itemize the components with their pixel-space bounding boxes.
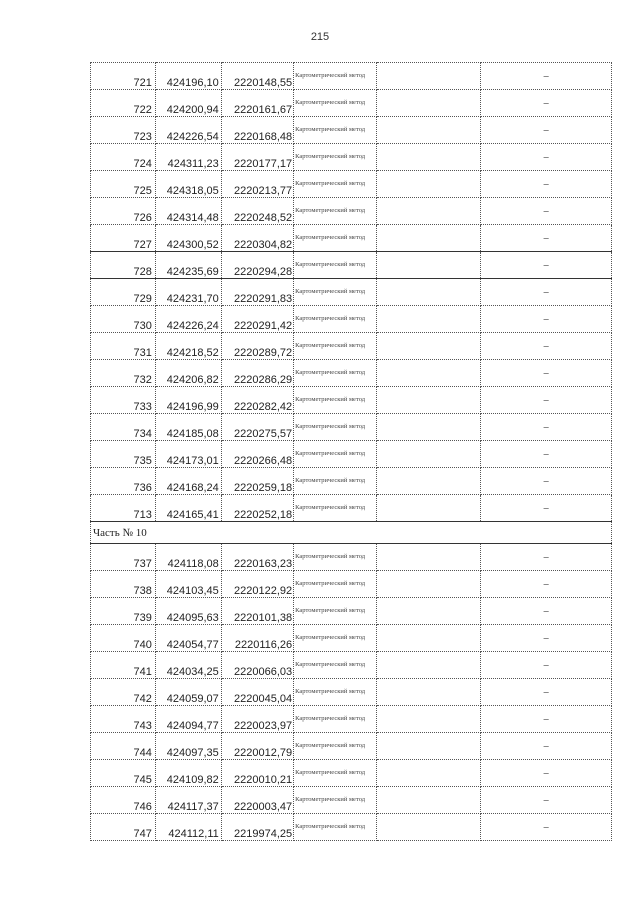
table-row: [91, 360, 612, 387]
coordinate-x-cell: 424118,08: [155, 544, 221, 571]
point-number-cell: 744: [91, 733, 156, 760]
method-cell: Картометрический метод: [294, 706, 377, 733]
method-cell: Картометрический метод: [294, 198, 377, 225]
coordinate-y-cell: 2220259,18: [221, 468, 293, 495]
coordinate-x-cell: 424235,69: [155, 252, 221, 279]
point-number-cell: 725: [91, 171, 156, 198]
empty-cell: [377, 625, 481, 652]
coordinate-x-cell: 424034,25: [155, 652, 221, 679]
dash-cell: –: [481, 814, 612, 841]
coordinate-y-cell: 2219974,25: [221, 814, 293, 841]
point-number-cell: 726: [91, 198, 156, 225]
empty-cell: [377, 306, 481, 333]
coordinate-x-cell: 424200,94: [155, 90, 221, 117]
dash-cell: –: [481, 652, 612, 679]
section-title: Часть № 10: [91, 522, 612, 544]
empty-cell: [377, 252, 481, 279]
dash-cell: –: [481, 468, 612, 495]
method-cell: Картометрический метод: [294, 544, 377, 571]
table-row: [91, 63, 612, 90]
method-cell: Картометрический метод: [294, 117, 377, 144]
method-cell: Картометрический метод: [294, 414, 377, 441]
empty-cell: [377, 441, 481, 468]
coordinate-y-cell: 2220252,18: [221, 495, 293, 522]
method-cell: Картометрический метод: [294, 625, 377, 652]
empty-cell: [377, 63, 481, 90]
method-cell: Картометрический метод: [294, 171, 377, 198]
empty-cell: [377, 814, 481, 841]
method-cell: Картометрический метод: [294, 333, 377, 360]
coordinate-y-cell: 2220294,28: [221, 252, 293, 279]
point-number-cell: 734: [91, 414, 156, 441]
coordinate-x-cell: 424097,35: [155, 733, 221, 760]
empty-cell: [377, 225, 481, 252]
coordinate-y-cell: 2220304,82: [221, 225, 293, 252]
empty-cell: [377, 760, 481, 787]
table-row: [91, 333, 612, 360]
method-cell: Картометрический метод: [294, 495, 377, 522]
point-number-cell: 745: [91, 760, 156, 787]
point-number-cell: 738: [91, 571, 156, 598]
dash-cell: –: [481, 598, 612, 625]
point-number-cell: 723: [91, 117, 156, 144]
empty-cell: [377, 387, 481, 414]
dash-cell: –: [481, 63, 612, 90]
coordinate-x-cell: 424103,45: [155, 571, 221, 598]
point-number-cell: 747: [91, 814, 156, 841]
table-row: [91, 733, 612, 760]
coordinate-y-cell: 2220168,48: [221, 117, 293, 144]
coordinate-y-cell: 2220286,29: [221, 360, 293, 387]
coordinate-x-cell: 424059,07: [155, 679, 221, 706]
coordinate-x-cell: 424314,48: [155, 198, 221, 225]
coordinate-x-cell: 424173,01: [155, 441, 221, 468]
coordinate-y-cell: 2220163,23: [221, 544, 293, 571]
point-number-cell: 731: [91, 333, 156, 360]
empty-cell: [377, 333, 481, 360]
empty-cell: [377, 468, 481, 495]
point-number-cell: 746: [91, 787, 156, 814]
table-row: [91, 387, 612, 414]
dash-cell: –: [481, 441, 612, 468]
empty-cell: [377, 171, 481, 198]
table-row: [91, 441, 612, 468]
coordinate-x-cell: 424226,24: [155, 306, 221, 333]
empty-cell: [377, 733, 481, 760]
coordinate-y-cell: 2220291,42: [221, 306, 293, 333]
method-cell: Картометрический метод: [294, 787, 377, 814]
point-number-cell: 740: [91, 625, 156, 652]
dash-cell: –: [481, 333, 612, 360]
empty-cell: [377, 198, 481, 225]
coordinate-y-cell: 2220122,92: [221, 571, 293, 598]
point-number-cell: 736: [91, 468, 156, 495]
point-number-cell: 732: [91, 360, 156, 387]
dash-cell: –: [481, 117, 612, 144]
empty-cell: [377, 544, 481, 571]
empty-cell: [377, 360, 481, 387]
table-row: [91, 306, 612, 333]
empty-cell: [377, 414, 481, 441]
empty-cell: [377, 652, 481, 679]
table-row: [91, 679, 612, 706]
dash-cell: –: [481, 571, 612, 598]
method-cell: Картометрический метод: [294, 571, 377, 598]
dash-cell: –: [481, 306, 612, 333]
method-cell: Картометрический метод: [294, 252, 377, 279]
empty-cell: [377, 279, 481, 306]
coordinate-x-cell: 424300,52: [155, 225, 221, 252]
coordinate-y-cell: 2220248,52: [221, 198, 293, 225]
point-number-cell: 713: [91, 495, 156, 522]
dash-cell: –: [481, 90, 612, 117]
dash-cell: –: [481, 279, 612, 306]
empty-cell: [377, 598, 481, 625]
dash-cell: –: [481, 544, 612, 571]
dash-cell: –: [481, 787, 612, 814]
dash-cell: –: [481, 144, 612, 171]
dash-cell: –: [481, 414, 612, 441]
table-row: [91, 787, 612, 814]
coordinate-x-cell: 424054,77: [155, 625, 221, 652]
method-cell: Картометрический метод: [294, 468, 377, 495]
method-cell: Картометрический метод: [294, 360, 377, 387]
empty-cell: [377, 706, 481, 733]
coordinate-y-cell: 2220266,48: [221, 441, 293, 468]
table-row: [91, 144, 612, 171]
coordinate-x-cell: 424206,82: [155, 360, 221, 387]
empty-cell: [377, 144, 481, 171]
coordinate-y-cell: 2220045,04: [221, 679, 293, 706]
point-number-cell: 739: [91, 598, 156, 625]
point-number-cell: 743: [91, 706, 156, 733]
method-cell: Картометрический метод: [294, 306, 377, 333]
coordinate-y-cell: 2220003,47: [221, 787, 293, 814]
table-row: [91, 598, 612, 625]
method-cell: Картометрический метод: [294, 441, 377, 468]
table-row: [91, 414, 612, 441]
coordinate-x-cell: 424095,63: [155, 598, 221, 625]
coordinate-y-cell: 2220275,57: [221, 414, 293, 441]
coordinate-x-cell: 424196,10: [155, 63, 221, 90]
coordinate-x-cell: 424218,52: [155, 333, 221, 360]
table-row: [91, 468, 612, 495]
table-row: [91, 225, 612, 252]
coordinate-x-cell: 424168,24: [155, 468, 221, 495]
method-cell: Картометрический метод: [294, 225, 377, 252]
point-number-cell: 721: [91, 63, 156, 90]
dash-cell: –: [481, 252, 612, 279]
point-number-cell: 737: [91, 544, 156, 571]
table-row: [91, 544, 612, 571]
table-row: [91, 90, 612, 117]
table-row: [91, 625, 612, 652]
empty-cell: [377, 117, 481, 144]
table-row: [91, 198, 612, 225]
empty-cell: [377, 679, 481, 706]
coordinate-x-cell: 424094,77: [155, 706, 221, 733]
coordinate-y-cell: 2220161,67: [221, 90, 293, 117]
dash-cell: –: [481, 625, 612, 652]
dash-cell: –: [481, 733, 612, 760]
dash-cell: –: [481, 198, 612, 225]
point-number-cell: 728: [91, 252, 156, 279]
coordinate-x-cell: 424112,11: [155, 814, 221, 841]
method-cell: Картометрический метод: [294, 387, 377, 414]
coordinate-x-cell: 424311,23: [155, 144, 221, 171]
method-cell: Картометрический метод: [294, 652, 377, 679]
dash-cell: –: [481, 387, 612, 414]
empty-cell: [377, 787, 481, 814]
empty-cell: [377, 571, 481, 598]
page-number: 215: [310, 31, 330, 43]
coordinate-y-cell: 2220066,03: [221, 652, 293, 679]
method-cell: Картометрический метод: [294, 733, 377, 760]
point-number-cell: 729: [91, 279, 156, 306]
method-cell: Картометрический метод: [294, 279, 377, 306]
point-number-cell: 730: [91, 306, 156, 333]
dash-cell: –: [481, 225, 612, 252]
coordinate-x-cell: 424226,54: [155, 117, 221, 144]
coordinate-y-cell: 2220116,26: [221, 625, 293, 652]
method-cell: Картометрический метод: [294, 598, 377, 625]
point-number-cell: 735: [91, 441, 156, 468]
table-row: [91, 171, 612, 198]
table-row: [91, 571, 612, 598]
coordinate-y-cell: 2220289,72: [221, 333, 293, 360]
coordinate-y-cell: 2220291,83: [221, 279, 293, 306]
coordinate-y-cell: 2220012,79: [221, 733, 293, 760]
dash-cell: –: [481, 679, 612, 706]
table-row: [91, 279, 612, 306]
coordinate-y-cell: 2220213,77: [221, 171, 293, 198]
coordinate-x-cell: 424231,70: [155, 279, 221, 306]
point-number-cell: 724: [91, 144, 156, 171]
dash-cell: –: [481, 760, 612, 787]
empty-cell: [377, 90, 481, 117]
point-number-cell: 727: [91, 225, 156, 252]
dash-cell: –: [481, 360, 612, 387]
table-row: [91, 760, 612, 787]
method-cell: Картометрический метод: [294, 90, 377, 117]
point-number-cell: 733: [91, 387, 156, 414]
coordinates-table-body: [91, 63, 612, 841]
coordinate-x-cell: 424318,05: [155, 171, 221, 198]
coordinate-x-cell: 424109,82: [155, 760, 221, 787]
coordinate-y-cell: 2220177,17: [221, 144, 293, 171]
point-number-cell: 741: [91, 652, 156, 679]
method-cell: Картометрический метод: [294, 679, 377, 706]
dash-cell: –: [481, 171, 612, 198]
table-row: [91, 706, 612, 733]
table-row: [91, 252, 612, 279]
coordinate-y-cell: 2220023,97: [221, 706, 293, 733]
method-cell: Картометрический метод: [294, 144, 377, 171]
point-number-cell: 722: [91, 90, 156, 117]
method-cell: Картометрический метод: [294, 63, 377, 90]
coordinates-table: [90, 62, 612, 841]
table-row: [91, 495, 612, 522]
coordinate-y-cell: 2220148,55: [221, 63, 293, 90]
coordinate-y-cell: 2220101,38: [221, 598, 293, 625]
coordinate-x-cell: 424196,99: [155, 387, 221, 414]
table-row: [91, 117, 612, 144]
dash-cell: –: [481, 706, 612, 733]
coordinate-x-cell: 424165,41: [155, 495, 221, 522]
coordinate-y-cell: 2220282,42: [221, 387, 293, 414]
method-cell: Картометрический метод: [294, 760, 377, 787]
coordinate-x-cell: 424117,37: [155, 787, 221, 814]
method-cell: Картометрический метод: [294, 814, 377, 841]
table-row: [91, 652, 612, 679]
point-number-cell: 742: [91, 679, 156, 706]
table-row: [91, 814, 612, 841]
empty-cell: [377, 495, 481, 522]
coordinate-y-cell: 2220010,21: [221, 760, 293, 787]
dash-cell: –: [481, 495, 612, 522]
section-row: [91, 522, 612, 544]
coordinate-x-cell: 424185,08: [155, 414, 221, 441]
